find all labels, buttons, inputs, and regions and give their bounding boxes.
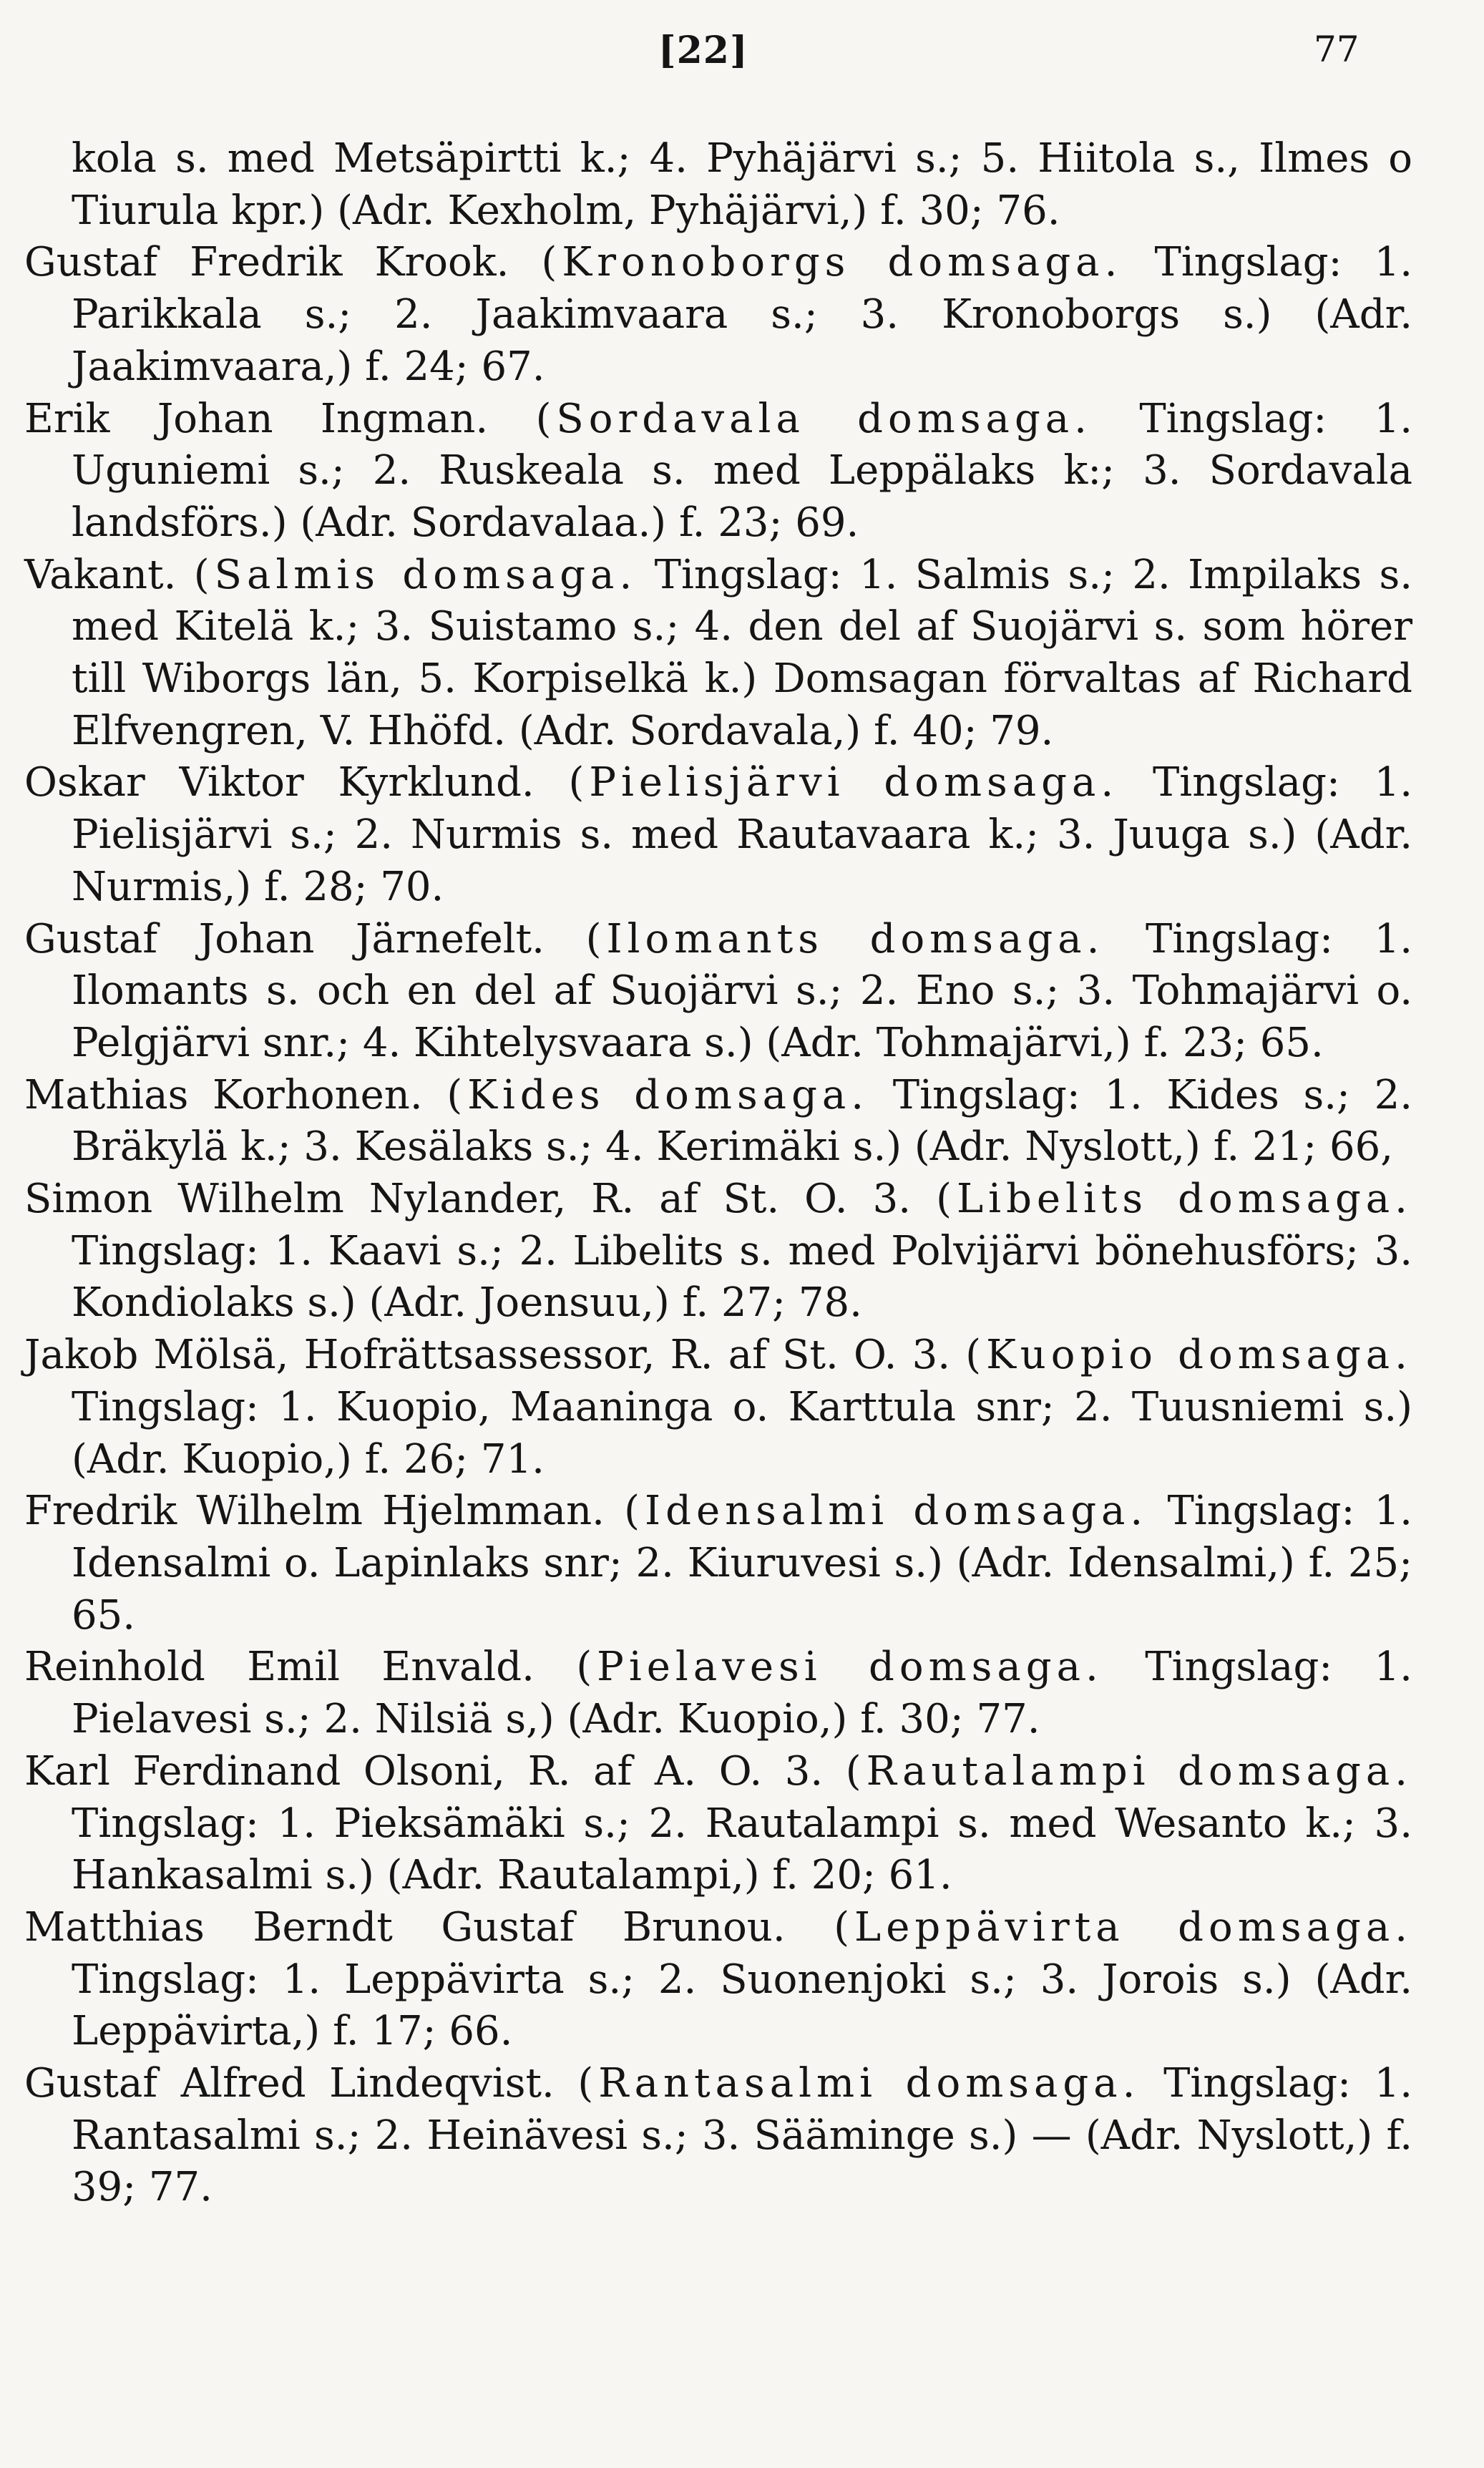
entry-details: Tingslag: 1. Salmis s.; 2. Impilaks s. med Kitelä k.; 3. Suistamo s.; 4. den del af Suojärvi s. som hörer till Wiborgs län, 5. Korpiselkä k.) Domsagan förvaltas af Richard Elfvengren, V. Hhöfd. (Adr. Sordavala,) f. 40; 79. xyxy=(72,551,1412,754)
judge-name: Erik Johan Ingman. xyxy=(24,395,489,442)
court-name: (Salmis domsaga. xyxy=(193,551,638,598)
court-name: (Leppävirta domsaga. xyxy=(834,1903,1413,1951)
judge-name: Fredrik Wilhelm Hjelmman. xyxy=(24,1488,605,1535)
judge-name: Gustaf Johan Järnefelt. xyxy=(24,915,545,962)
court-name: (Kronoborgs domsaga. xyxy=(541,239,1123,286)
entry-details: Tingslag: 1. Kaavi s.; 2. Libelits s. med Polvijärvi bönehusförs; 3. Kondiolaks s.) (Adr. Joensuu,) f. 27; 78. xyxy=(72,1227,1412,1327)
court-name: (Rantasalmi domsaga. xyxy=(577,2060,1141,2107)
entry-details: Tingslag: 1. Kides s.; 2. Bräkylä k.; 3. Kesälaks s.; 4. Kerimäki s.) (Adr. Nyslott,) f. 21; 66, xyxy=(72,1071,1412,1171)
entry-kyrklund xyxy=(24,757,1412,913)
court-name: (Ilomants domsaga. xyxy=(585,915,1105,962)
court-name: (Pielavesi domsaga. xyxy=(576,1644,1103,1691)
entry-olsoni xyxy=(24,1746,1412,1902)
page-body xyxy=(24,133,1412,2214)
judge-name: Gustaf Alfred Lindeqvist. xyxy=(24,2060,555,2107)
judge-name: Mathias Korhonen. xyxy=(24,1071,423,1118)
entry-molsa xyxy=(24,1330,1412,1486)
court-name: (Sordavala domsaga. xyxy=(535,395,1092,442)
judge-name: Matthias Berndt Gustaf Brunou. xyxy=(24,1903,786,1951)
entry-details: Tingslag: 1. Kuopio, Maaninga o. Karttula snr; 2. Tuusniemi s.) (Adr. Kuopio,) f. 26; 71. xyxy=(72,1383,1412,1483)
judge-name: Jakob Mölsä, Hofrättsassessor, R. af St. O. 3. xyxy=(24,1332,951,1379)
entry-text: kola s. med Metsäpirtti k.; 4. Pyhäjärvi s.; 5. Hiitola s., Ilmes o Tiurula kpr.) (Adr. Kexholm, Pyhäjärvi,) f. 30; 76. xyxy=(72,135,1412,234)
page-header xyxy=(0,29,1484,86)
court-name: (Kides domsaga. xyxy=(446,1071,869,1118)
entry-details: Tingslag: 1. Pielavesi s.; 2. Nilsiä s,) (Adr. Kuopio,) f. 30; 77. xyxy=(72,1644,1412,1743)
entry-details: Tingslag: 1. Parikkala s.; 2. Jaakimvaara s.; 3. Kronoborgs s.) (Adr. Jaakimvaara,) f. 24; 67. xyxy=(72,239,1412,390)
entry-details: Tingslag: 1. Uguniemi s.; 2. Ruskeala s. med Leppälaks k:; 3. Sordavala landsförs.) (Adr. Sordavalaa.) f. 23; 69. xyxy=(72,395,1413,546)
court-name: (Rautalampi domsaga. xyxy=(845,1747,1413,1795)
judge-name: Vakant. xyxy=(24,551,177,598)
judge-name: Gustaf Fredrik Krook. xyxy=(24,239,509,286)
judge-name: Karl Ferdinand Olsoni, R. af A. O. 3. xyxy=(24,1747,824,1795)
entry-details: Tingslag: 1. Rantasalmi s.; 2. Heinävesi s.; 3. Sääminge s.) — (Adr. Nyslott,) f. 39; 77. xyxy=(72,2060,1413,2211)
court-name: (Kuopio domsaga. xyxy=(965,1332,1412,1379)
entry-details: Tingslag: 1. Ilomants s. och en del af Suojärvi s.; 2. Eno s.; 3. Tohmajärvi o. Pelgjärvi snr.; 4. Kihtelysvaara s.) (Adr. Tohmajärvi,) f. 23; 65. xyxy=(72,915,1413,1066)
entry-continuation xyxy=(24,133,1412,237)
entry-jarnefelt xyxy=(24,914,1412,1070)
entry-korhonen xyxy=(24,1070,1412,1174)
entry-details: Tingslag: 1. Pieksämäki s.; 2. Rautalampi s. med Wesanto k.; 3. Hankasalmi s.) (Adr. Rautalampi,) f. 20; 61. xyxy=(72,1800,1412,1899)
judge-name: Reinhold Emil Envald. xyxy=(24,1644,534,1691)
entry-vakant xyxy=(24,550,1412,758)
entry-krook xyxy=(24,237,1412,393)
entry-nylander xyxy=(24,1174,1412,1330)
entry-details: Tingslag: 1. Idensalmi o. Lapinlaks snr; 2. Kiuruvesi s.) (Adr. Idensalmi,) f. 25; 65. xyxy=(72,1488,1412,1639)
entry-lindeqvist xyxy=(24,2058,1412,2214)
entry-details: Tingslag: 1. Pielisjärvi s.; 2. Nurmis s. med Rautavaara k.; 3. Juuga s.) (Adr. Nurmis,) f. 28; 70. xyxy=(72,759,1413,910)
entry-details: Tingslag: 1. Leppävirta s.; 2. Suonenjoki s.; 3. Jorois s.) (Adr. Leppävirta,) f. 17; 66. xyxy=(72,1956,1412,2055)
court-name: (Libelits domsaga. xyxy=(936,1176,1412,1223)
judge-name: Simon Wilhelm Nylander, R. af St. O. 3. xyxy=(24,1176,912,1223)
entry-hjelmman xyxy=(24,1486,1412,1642)
entry-ingman xyxy=(24,394,1412,550)
entry-envald xyxy=(24,1642,1412,1745)
court-name: (Idensalmi domsaga. xyxy=(624,1488,1148,1535)
judge-name: Oskar Viktor Kyrklund. xyxy=(24,759,534,806)
court-name: (Pielisjärvi domsaga. xyxy=(568,759,1119,806)
page-number: 77 xyxy=(1314,29,1359,70)
entry-brunou xyxy=(24,1902,1412,2058)
signature-mark: [22] xyxy=(658,29,748,72)
